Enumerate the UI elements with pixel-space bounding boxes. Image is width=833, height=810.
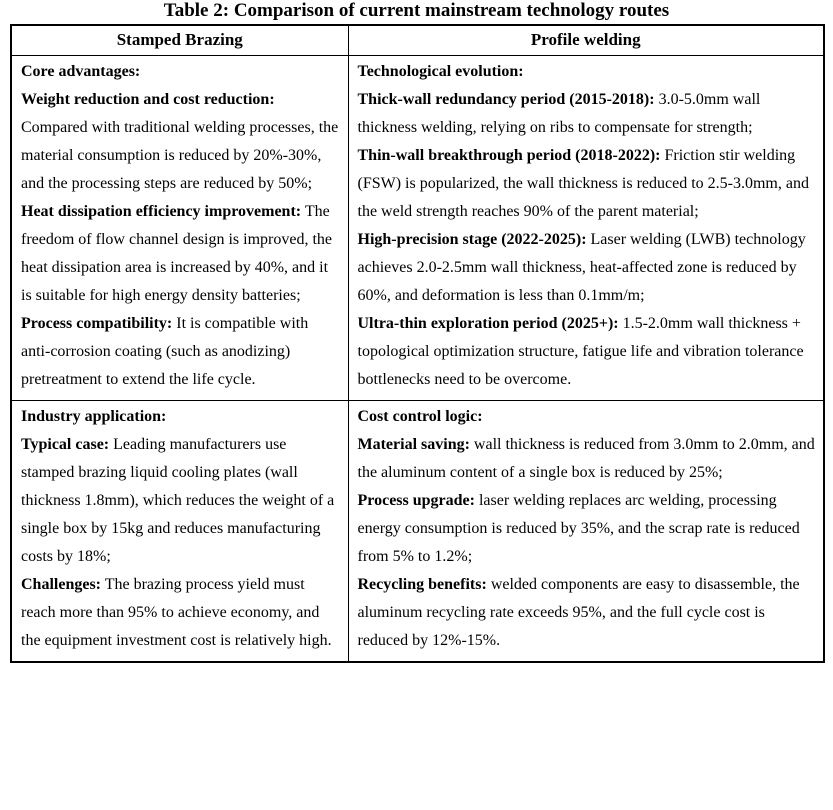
item-label: Process compatibility: bbox=[21, 315, 173, 332]
item-text: Leading manufacturers use stamped brazing liquid cooling plates (wall thickness 1.8mm), which reduces the weight of a single box by 15kg and reduces manufacturing costs by 18%; bbox=[21, 436, 335, 565]
item-label: Thin-wall breakthrough period (2018-2022): bbox=[357, 147, 661, 164]
item-text: Laser welding (LWB) technology achieves 2.0-2.5mm wall thickness, heat-affected zone is reduced by 60%, and deformation is less than 0.1mm/m; bbox=[357, 231, 806, 304]
item-label: Process upgrade: bbox=[357, 492, 475, 509]
table-title: Table 2: Comparison of current mainstream technology routes bbox=[163, 0, 670, 21]
table-row bbox=[11, 401, 824, 663]
item-text: 3.0-5.0mm wall thickness welding, relying on ribs to compensate for strength; bbox=[357, 91, 761, 136]
cell-item bbox=[358, 226, 816, 310]
cell-item bbox=[358, 431, 816, 487]
item-text: Compared with traditional welding processes, the material consumption is reduced by 20%-30%, and the processing steps are reduced by 50%; bbox=[21, 119, 339, 192]
cell-item bbox=[358, 571, 816, 655]
cell-item bbox=[358, 487, 816, 571]
table-row bbox=[11, 56, 824, 401]
item-label: Weight reduction and cost reduction: bbox=[21, 91, 275, 108]
cell-item bbox=[21, 310, 340, 394]
cell-core-advantages bbox=[11, 56, 348, 401]
cell-item bbox=[21, 198, 340, 310]
item-label: Challenges: bbox=[21, 576, 101, 593]
item-text: 1.5-2.0mm wall thickness + topological optimization structure, fatigue life and vibration tolerance bottlenecks need to be overcome. bbox=[357, 315, 804, 388]
heading-label: Core advantages: bbox=[21, 63, 141, 80]
cell-item bbox=[21, 86, 340, 198]
cell-heading bbox=[21, 58, 340, 86]
item-text: The freedom of flow channel design is improved, the heat dissipation area is increased by 40%, and it is suitable for high energy density batteries; bbox=[21, 203, 333, 304]
cell-industry-application bbox=[11, 401, 348, 663]
item-label: High-precision stage (2022-2025): bbox=[357, 231, 587, 248]
item-label: Recycling benefits: bbox=[357, 576, 487, 593]
cell-item bbox=[358, 310, 816, 394]
heading-label: Cost control logic: bbox=[357, 408, 483, 425]
item-label: Typical case: bbox=[21, 436, 110, 453]
cell-item bbox=[358, 142, 816, 226]
cell-cost-control-logic bbox=[348, 401, 824, 663]
cell-heading bbox=[358, 58, 816, 86]
cell-technological-evolution bbox=[348, 56, 824, 401]
item-text: laser welding replaces arc welding, processing energy consumption is reduced by 35%, and the scrap rate is reduced from 5% to 1.2%; bbox=[357, 492, 800, 565]
cell-item bbox=[21, 431, 340, 571]
item-text: Friction stir welding (FSW) is popularized, the wall thickness is reduced to 2.5-3.0mm, and the weld strength reaches 90% of the parent material; bbox=[357, 147, 809, 220]
item-text: The brazing process yield must reach more than 95% to achieve economy, and the equipment investment cost is relatively high. bbox=[21, 576, 332, 649]
item-text: It is compatible with anti-corrosion coating (such as anodizing) pretreatment to extend the life cycle. bbox=[21, 315, 309, 388]
item-label: Thick-wall redundancy period (2015-2018): bbox=[357, 91, 655, 108]
item-label: Ultra-thin exploration period (2025+): bbox=[357, 315, 619, 332]
item-label: Heat dissipation efficiency improvement: bbox=[21, 203, 302, 220]
column-header-stamped-brazing: Stamped Brazing bbox=[11, 25, 348, 56]
heading-label: Technological evolution: bbox=[357, 63, 524, 80]
comparison-table bbox=[10, 24, 825, 663]
item-text: welded components are easy to disassemble, the aluminum recycling rate exceeds 95%, and the full cycle cost is reduced by 12%-15%. bbox=[357, 576, 800, 649]
item-text: wall thickness is reduced from 3.0mm to 2.0mm, and the aluminum content of a single box is reduced by 25%; bbox=[357, 436, 815, 481]
cell-item bbox=[358, 86, 816, 142]
heading-label: Industry application: bbox=[21, 408, 167, 425]
column-header-profile-welding: Profile welding bbox=[348, 25, 824, 56]
cell-heading bbox=[21, 403, 340, 431]
cell-heading bbox=[358, 403, 816, 431]
cell-item bbox=[21, 571, 340, 655]
item-label: Material saving: bbox=[357, 436, 470, 453]
header-row bbox=[11, 25, 824, 56]
